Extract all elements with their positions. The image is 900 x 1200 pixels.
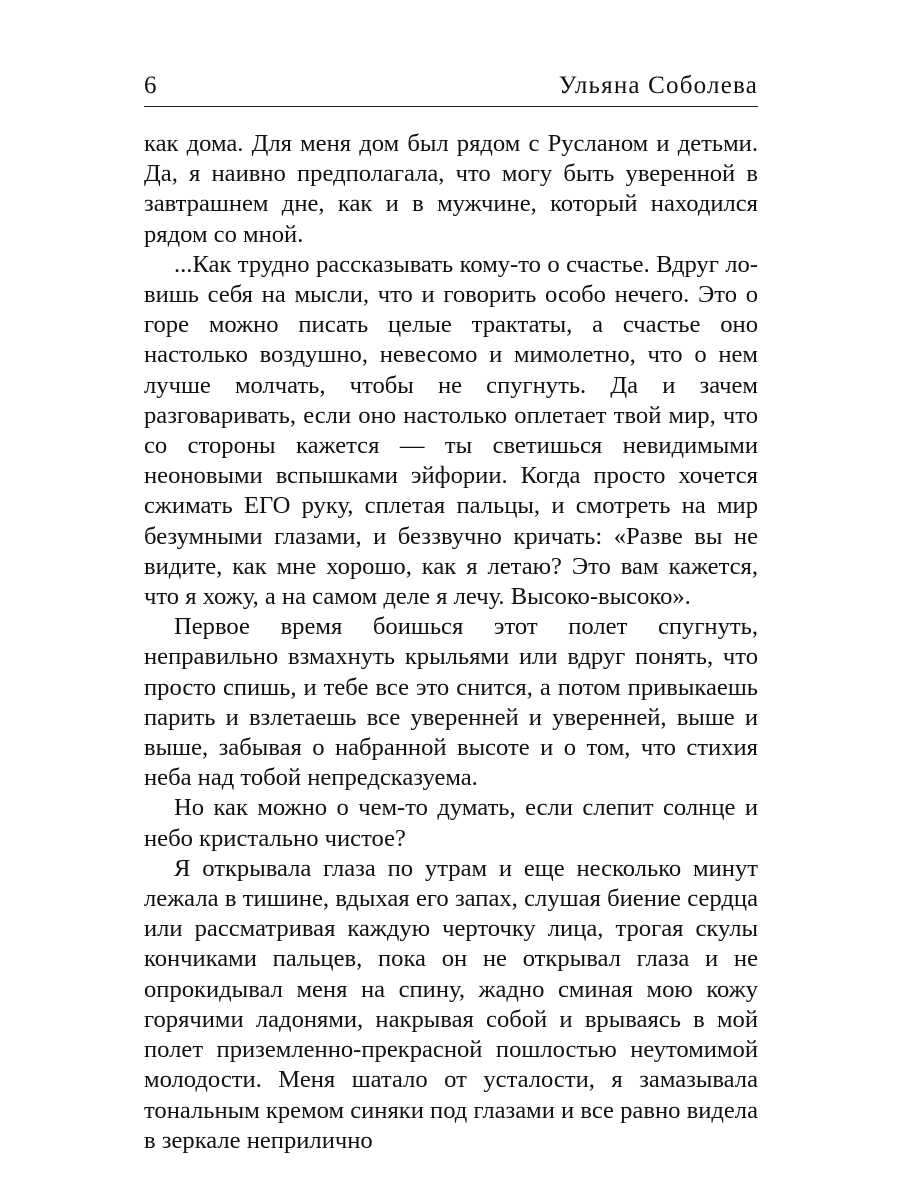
paragraph-3: Первое время боишься этот полет спугнуть, неправильно взмахнуть крыльями или вдруг понять, что просто спишь, и тебе все это снится, а потом привыкаешь парить и взлетаешь все уверенней и уверенней, выше и выше, забывая о набранной высоте и о том, что стихия неба над тобой непредсказуема. [144, 613, 758, 792]
header-rule [144, 106, 758, 107]
paragraph-4: Но как можно о чем-то думать, если слепит солнце и небо кристально чистое? [144, 794, 758, 852]
running-header [144, 64, 758, 104]
paragraph-1: как дома. Для меня дом был рядом с Русланом и детьми. Да, я наивно предполагала, что могу быть уверенной в завтрашнем дне, как и в мужчине, который находился рядом со мной. [144, 130, 758, 248]
author-name: Ульяна Соболева [558, 72, 758, 99]
paragraph-5: Я открывала глаза по утрам и еще несколько минут лежала в тишине, вдыхая его запах, слушая биение сердца или рассматривая каждую черточку лица, трогая скулы кончиками пальцев, пока он не открывал глаза и не опрокидывал меня на спину, жадно сминая мою кожу горячими ладонями, накрывая собой и врываясь в мой полет приземленно-прекрасной пошлостью неутомимой молодости. Меня шатало от усталости, я замазывала тональным кремом синяки под глазами и все равно видела в зеркале неприлично [144, 854, 758, 1154]
paragraph-2: ...Как трудно рассказывать кому-то о счастье. Вдруг ловишь себя на мысли, что и говорить особо нечего. Это о горе можно писать целые трактаты, а счастье оно настолько воздушно, невесомо и мимолетно, что о нем лучше молчать, чтобы не спугнуть. Да и зачем разговаривать, если оно настолько оплетает твой мир, что со стороны кажется — ты светишься невидимыми неоновыми вспышками эйфории. Когда просто хочется сжимать ЕГО руку, сплетая пальцы, и смотреть на мир безумными глазами, и беззвучно кричать: «Разве вы не видите, как мне хорошо, как я летаю? Это вам кажется, что я хожу, а на самом деле я лечу. Высоко-высоко». [144, 250, 758, 611]
page-number: 6 [144, 72, 158, 99]
body-text [144, 129, 758, 1156]
book-page [144, 64, 758, 1154]
